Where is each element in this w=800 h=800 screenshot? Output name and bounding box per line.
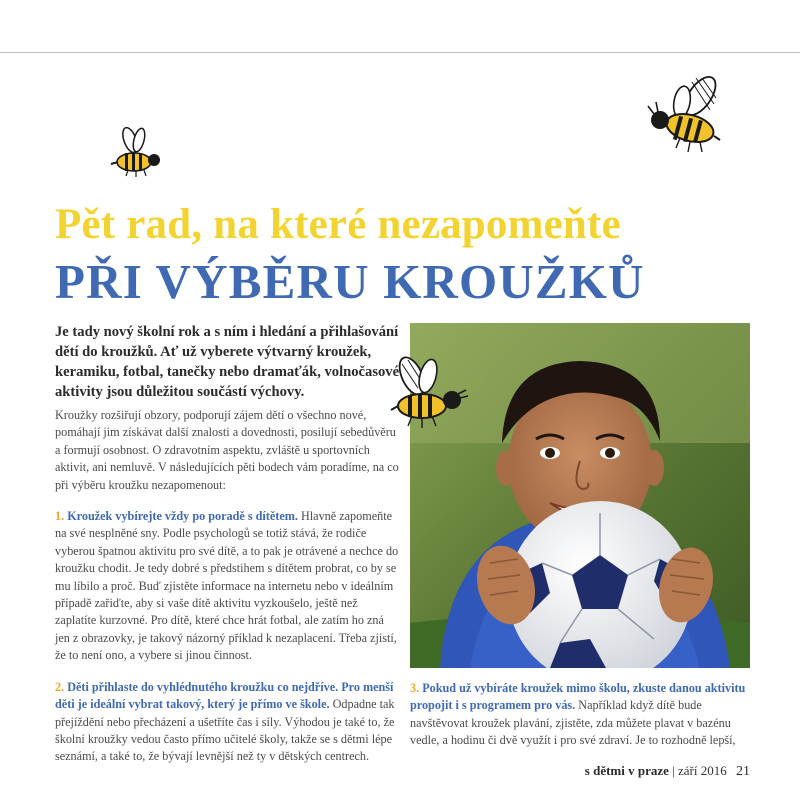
section-text: Hlavně zapomeňte na své nesplněné sny. Podle psychologů se totiž stává, že rodiče vyberou špatnou aktivitu pro své dítě, a to pak je otrávené a nechce do kroužku chodit. Je tedy dobré s předstihem s dítětem probrat, co by se mu líbilo a proč. Buď zjistěte informace na internetu nebo v ideálním případě zařiďte, aby si vaše dítě aktivitu vyzkoušelo, ještě než zaplatíte kurzovné. Pro dítě, které chce hrát fotbal, ale zatím ho zná jen z obrazovky, je takový názorný příklad k nezaplacení. Třeba zjistí, že to není ono, a vybere si jinou činnost. — [55, 509, 399, 663]
bee-illustration-large — [640, 72, 730, 162]
page-number: 21 — [736, 764, 750, 779]
section-number: 3. — [410, 681, 420, 695]
section-1 — [55, 508, 400, 665]
magazine-name: s dětmi v praze — [584, 763, 669, 778]
section-number: 1. — [55, 509, 65, 524]
bee-illustration-small — [108, 126, 168, 180]
section-text: Odpadne tak přejíždění nebo přecházení a ušetříte čas i síly. Výhodou je také to, že školní kroužky vedou často přímo učitelé školy, takže se s dětmi lépe seznámí, a také to, že bývají levnější než ty v dětských centrech. — [55, 697, 395, 764]
section-text: Například když dítě bude navštěvovat kroužek plavání, zjistěte, zda můžete plavat v bazénu vedle, a hodinu či dvě využít i pro své zdraví. Je to rozhodně lepší, — [410, 698, 736, 748]
article-body — [55, 407, 400, 766]
lead-paragraph: Je tady nový školní rok a s ním i hledání a přihlašování dětí do kroužků. Ať už vyberete výtvarný kroužek, keramiku, fotbal, tanečky nebo dramaťák, volnočasové aktivity jsou důležitou součástí výchovy. — [55, 324, 400, 400]
headline-line-1: Pět rad, na které nezapomeňte — [55, 201, 621, 248]
bee-illustration-medium — [388, 354, 472, 430]
intro-paragraph: Kroužky rozšiřují obzory, podporují zájem dětí o všechno nové, pomáhají jim získávat další znalosti a dovednosti, posilují sebedůvěru a formují osobnost. O zdravotním aspektu, zvláště u sportovních aktivit, ani nemluvě. V následujících pěti bodech vám poradíme, na co při výběru kroužku nezapomenout: — [55, 408, 399, 492]
headline-line-2: PŘI VÝBĚRU KROUŽKŮ — [55, 254, 645, 309]
section-heading: Kroužek vybírejte vždy po poradě s dítětem. — [67, 509, 298, 524]
issue-date: září 2016 — [678, 763, 727, 778]
section-2 — [55, 679, 400, 766]
section-heading: Děti přihlaste do vyhlédnutého kroužku co nejdříve. Pro menší děti je ideální vybrat takový, který je přímo ve škole. — [55, 679, 394, 712]
top-rule — [0, 52, 800, 53]
footer-separator: | — [672, 763, 679, 778]
page-footer — [585, 763, 750, 780]
section-3 — [410, 680, 755, 750]
section-number: 2. — [55, 679, 65, 694]
section-heading: Pokud už vybíráte kroužek mimo školu, zkuste danou aktivitu propojit i s programem pro vás. — [410, 681, 746, 713]
